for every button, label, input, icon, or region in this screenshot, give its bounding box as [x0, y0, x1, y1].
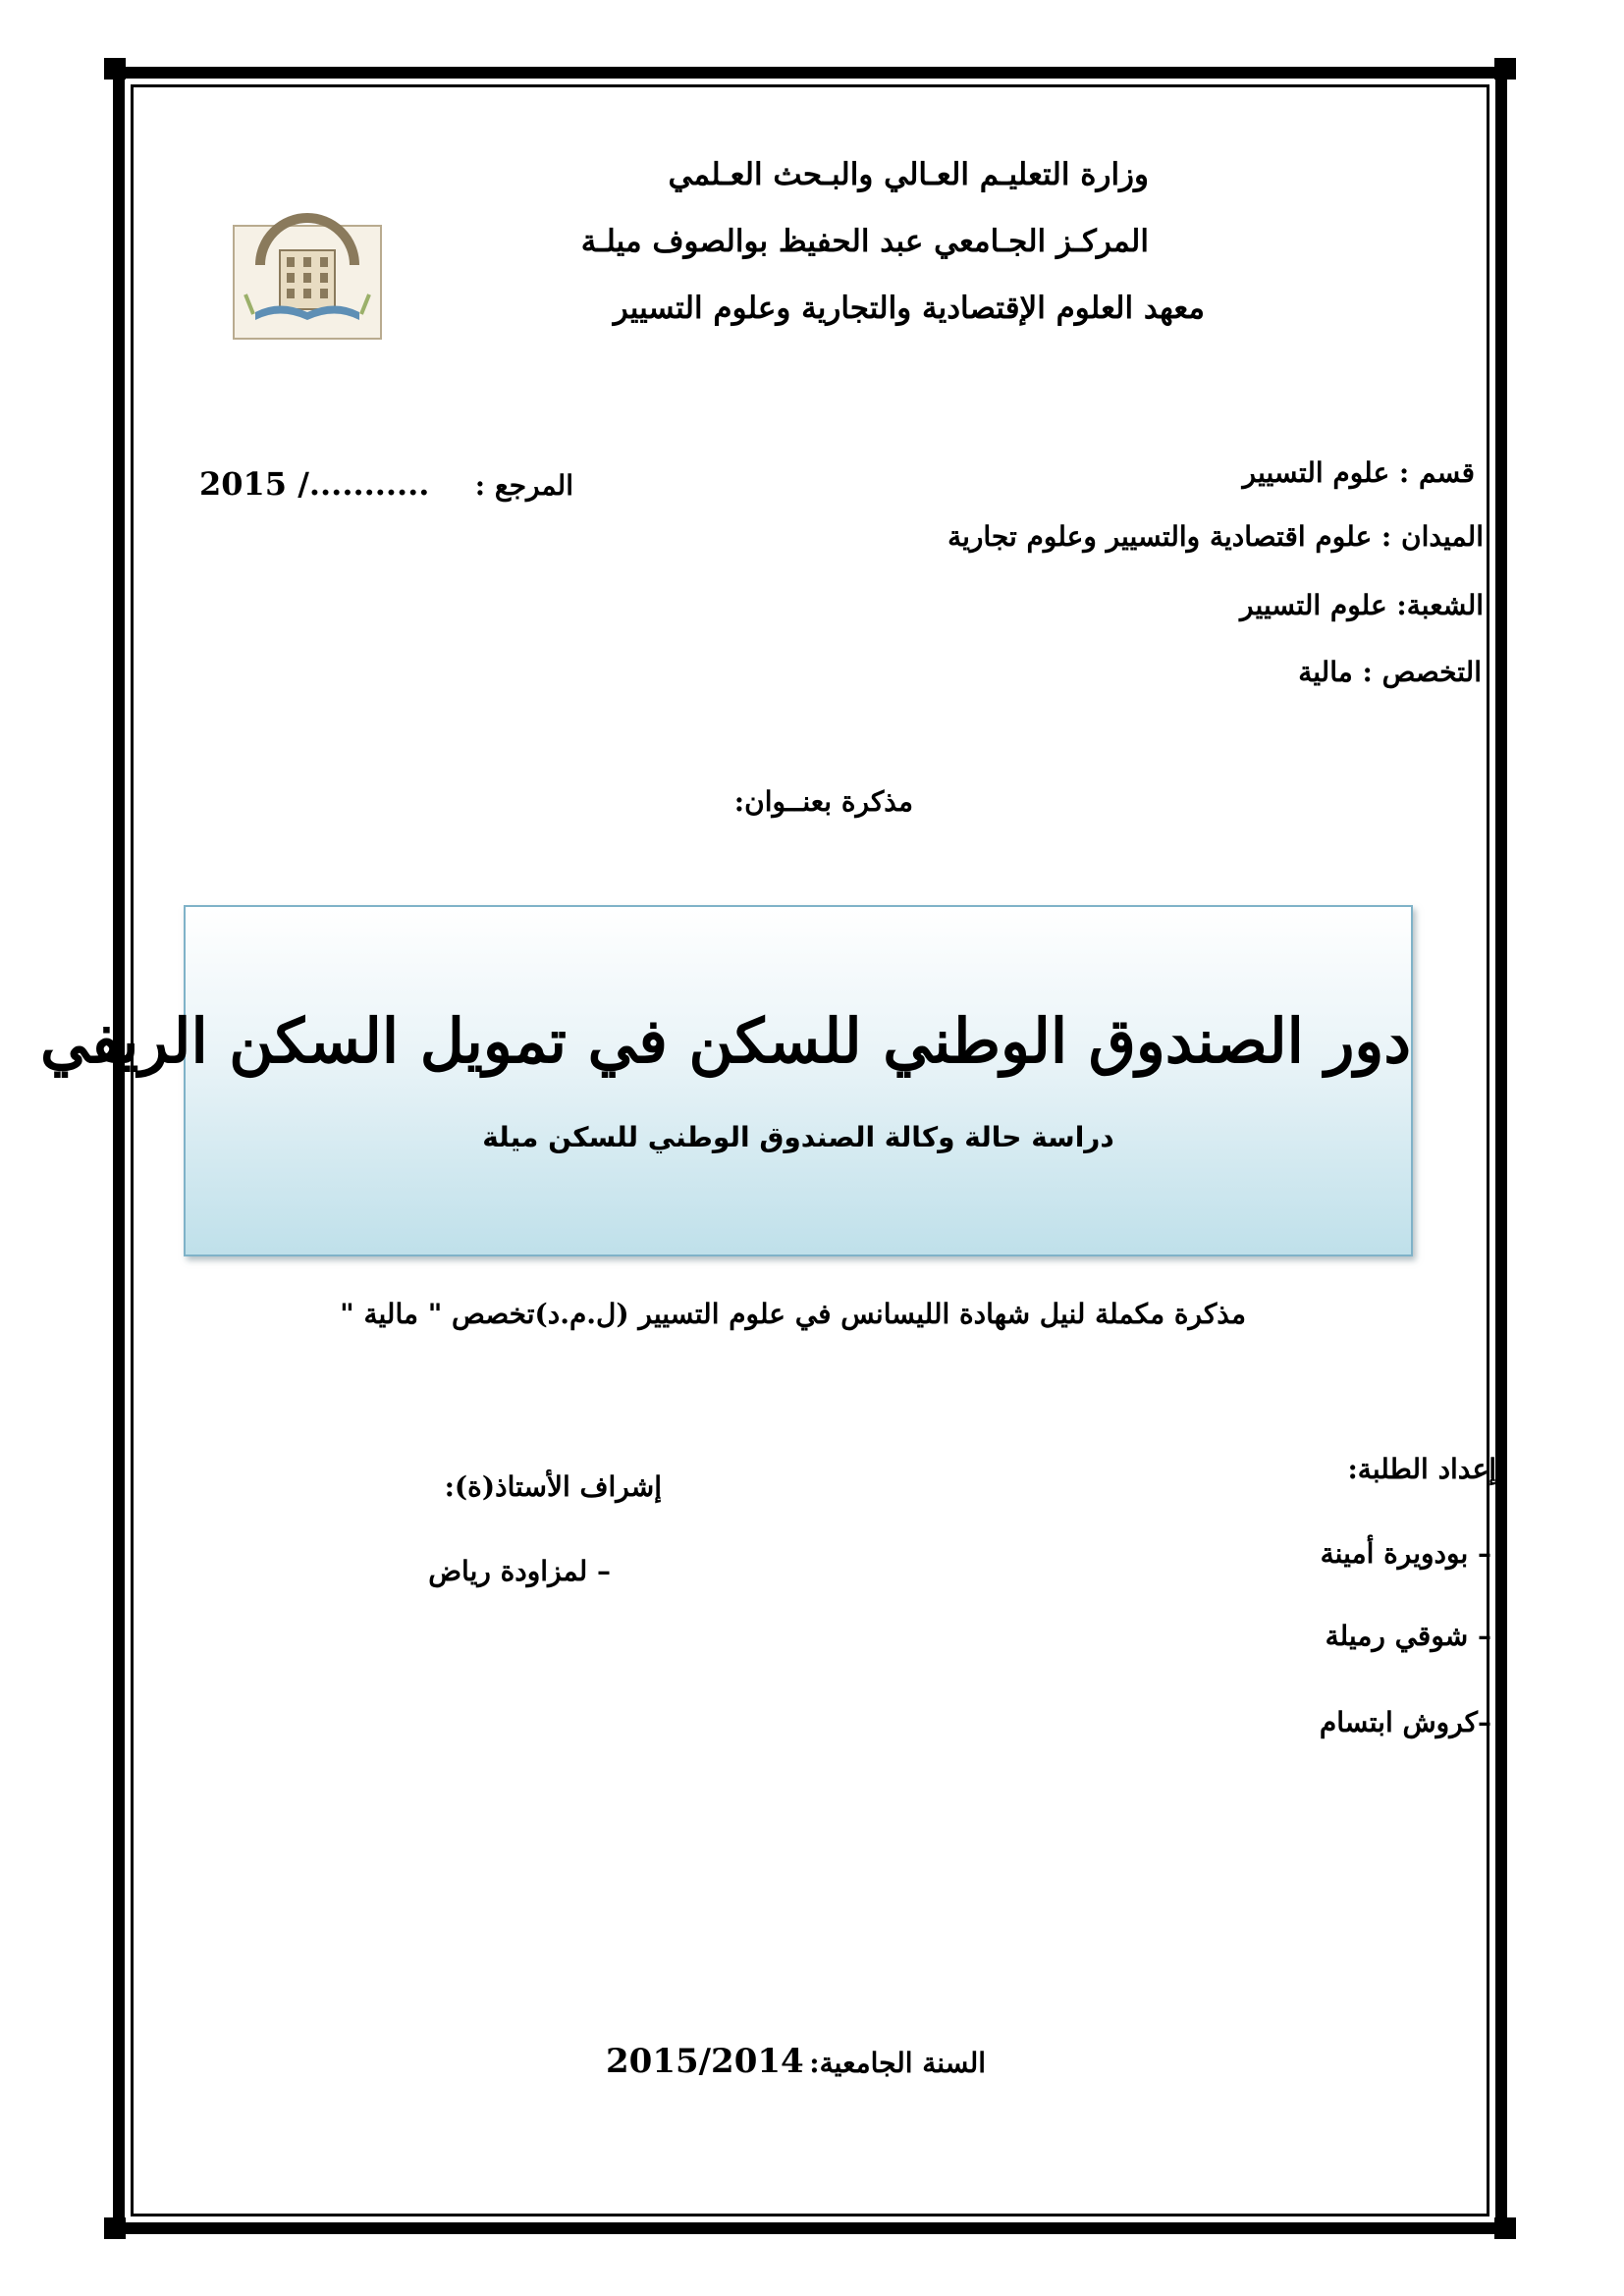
border-corner-top-right [1494, 58, 1516, 80]
field-line: الميدان : علوم اقتصادية والتسيير وعلوم تجارية [947, 520, 1484, 553]
supervisor-name: – لمزاودة رياض [428, 1555, 611, 1587]
department-line: قسم : علوم التسيير [1242, 456, 1475, 489]
degree-description: مذكرة مكملة لنيل شهادة الليسانس في علوم التسيير (ل.م.د)تخصص " مالية " [340, 1298, 1246, 1330]
border-corner-top-left [104, 58, 126, 80]
students-label: إعداد الطلبة: [1347, 1453, 1496, 1485]
memo-title-label: مذكرة بعنــوان: [733, 785, 913, 818]
reference-value: 2015 /........... [199, 465, 430, 503]
branch-line: الشعبة: علوم التسيير [1240, 589, 1484, 621]
thesis-title-box [40, 905, 1413, 1256]
ministry-name: وزارة التعليـم العـالي والبـحث العـلمي [668, 157, 1149, 192]
thesis-main-title: دور الصندوق الوطني للسكن في تمويل السكن الريفي [40, 1005, 1411, 1077]
university-center-name: المركـز الجـامعي عبد الحفيظ بوالصوف ميلـة [580, 224, 1149, 259]
student-name-1: – بودويرة أمينة [1320, 1537, 1491, 1570]
academic-year-label: السنة الجامعية: [809, 2047, 986, 2079]
border-corner-bottom-left [104, 2217, 126, 2239]
supervisor-label: إشراف الأستاذ(ة): [444, 1470, 662, 1503]
specialty-line: التخصص : مالية [1298, 656, 1482, 688]
reference-label: المرجع : [474, 469, 573, 502]
thesis-subtitle: دراسة حالة وكالة الصندوق الوطني للسكن ميلة [482, 1121, 1114, 1153]
institute-name: معهد العلوم الإقتصادية والتجارية وعلوم التسيير [613, 291, 1205, 326]
border-corner-bottom-right [1494, 2217, 1516, 2239]
student-name-2: – شوقي رميلة [1325, 1620, 1491, 1652]
university-logo [226, 196, 403, 353]
student-name-3: –كروش ابتسام [1319, 1706, 1491, 1738]
academic-year-value: 2015/2014 [606, 2042, 804, 2081]
